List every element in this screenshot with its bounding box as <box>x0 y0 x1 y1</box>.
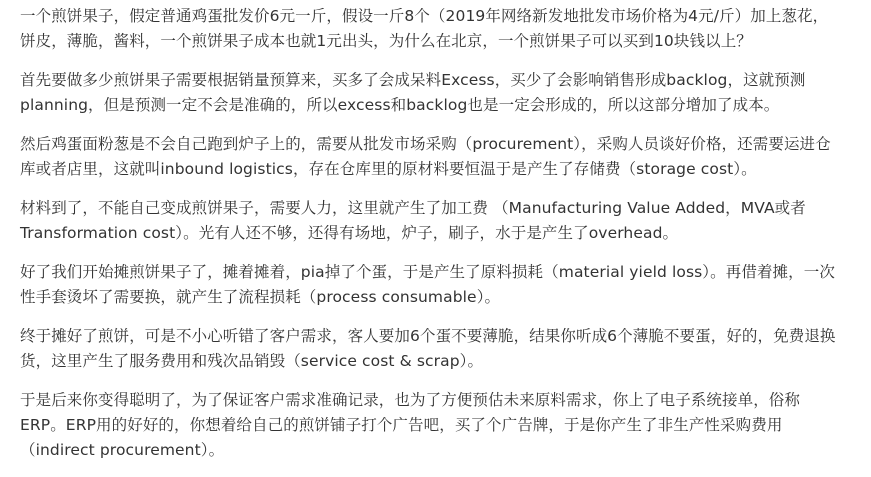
paragraph-6 <box>20 324 860 374</box>
paragraph-3-line-2: 库或者店里，这就叫inbound logistics，存在仓库里的原材料要恒温于是产生了存储费（storage cost）。 <box>20 160 757 178</box>
paragraph-2-line-1: 首先要做多少煎饼果子需要根据销量预算来，买多了会成呆料Excess，买少了会影响销售形成backlog，这就预测 <box>20 71 806 89</box>
paragraph-7-line-1: 于是后来你变得聪明了，为了保证客户需求准确记录，也为了方便预估未来原料需求，你上了电子系统接单，俗称 <box>20 391 801 409</box>
article-body <box>20 4 860 477</box>
paragraph-1-line-1: 一个煎饼果子，假定普通鸡蛋批发价6元一斤，假设一斤8个（2019年网络新发地批发市场价格为4元/斤）加上葱花， <box>20 7 829 25</box>
paragraph-6-line-1: 终于摊好了煎饼，可是不小心听错了客户需求，客人要加6个蛋不要薄脆，结果你听成6个薄脆不要蛋，好的，免费退换 <box>20 327 836 345</box>
paragraph-5 <box>20 260 860 310</box>
paragraph-1 <box>20 4 860 54</box>
paragraph-3-line-1: 然后鸡蛋面粉葱是不会自己跑到炉子上的，需要从批发市场采购（procurement），采购人员谈好价格，还需要运进仓 <box>20 135 831 153</box>
paragraph-4-line-2: Transformation cost）。光有人还不够，还得有场地，炉子，刷子，水于是产生了overhead。 <box>20 224 679 242</box>
paragraph-6-line-2: 货，这里产生了服务费用和残次品销毁（service cost & scrap）。 <box>20 352 484 370</box>
paragraph-2-line-2: planning，但是预测一定不会是准确的，所以excess和backlog也是一定会形成的，所以这部分增加了成本。 <box>20 96 780 114</box>
paragraph-7-line-2: ERP。ERP用的好好的，你想着给自己的煎饼铺子打个广告吧，买了个广告牌，于是你产生了非生产性采购费用 <box>20 416 783 434</box>
paragraph-4 <box>20 196 860 246</box>
paragraph-5-line-1: 好了我们开始摊煎饼果子了，摊着摊着，pia掉了个蛋，于是产生了原料损耗（material yield loss）。再借着摊，一次 <box>20 263 835 281</box>
paragraph-7-line-3: （indirect procurement）。 <box>20 441 225 459</box>
paragraph-1-line-2: 饼皮，薄脆，酱料，一个煎饼果子成本也就1元出头，为什么在北京，一个煎饼果子可以买到10块钱以上？ <box>20 32 752 50</box>
paragraph-7 <box>20 388 860 463</box>
paragraph-3 <box>20 132 860 182</box>
paragraph-2 <box>20 68 860 118</box>
paragraph-5-line-2: 性手套烫坏了需要换，就产生了流程损耗（process consumable）。 <box>20 288 501 306</box>
paragraph-4-line-1: 材料到了，不能自己变成煎饼果子，需要人力，这里就产生了加工费 （Manufacturing Value Added，MVA或者 <box>20 199 806 217</box>
